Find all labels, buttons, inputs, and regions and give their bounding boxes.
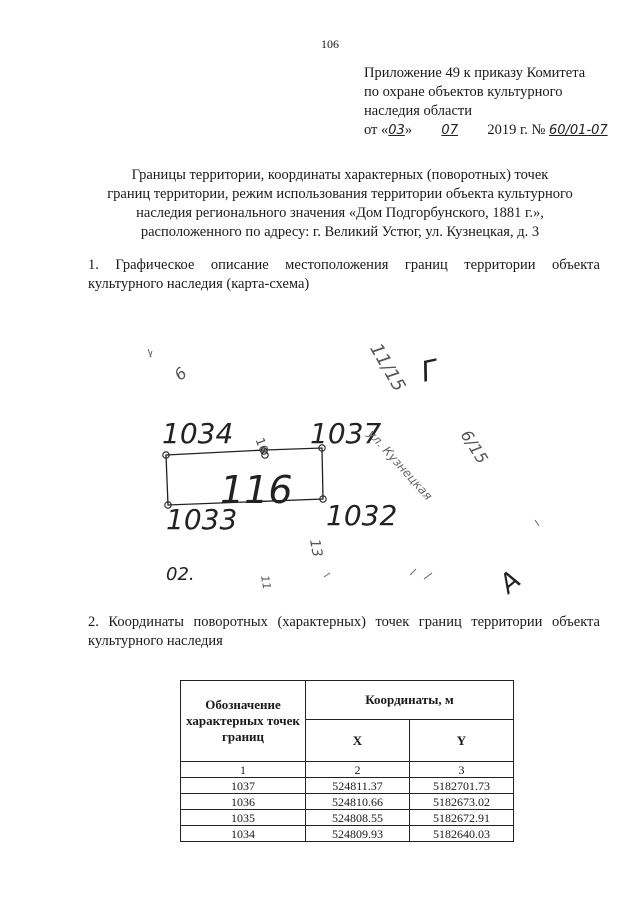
column-number-row — [181, 762, 514, 778]
date-month: 07 — [441, 123, 458, 138]
label-11: 11 — [258, 574, 274, 591]
appendix-line-1: Приложение 49 к приказу Комитета — [364, 65, 586, 81]
cell-x: 524810.66 — [306, 794, 410, 810]
map-tick-mark — [324, 573, 330, 577]
cell-y: 5182673.02 — [410, 794, 514, 810]
parcel-label: 116 — [220, 468, 293, 512]
table-row — [181, 826, 514, 842]
column-number: 2 — [306, 762, 410, 778]
map-tick-mark — [148, 349, 152, 357]
map-scheme — [140, 335, 540, 600]
label-02: 02. — [166, 564, 195, 585]
cell-point: 1034 — [181, 826, 306, 842]
column-number: 1 — [181, 762, 306, 778]
cell-x: 524811.37 — [306, 778, 410, 794]
letter-g: Г — [418, 353, 441, 389]
cell-point: 1036 — [181, 794, 306, 810]
title-line-3: наследия регионального значения «Дом Подгорбунского, 1881 г.», — [136, 205, 544, 221]
title-line-1: Границы территории, координаты характерных (поворотных) точек — [131, 167, 549, 183]
page-number: 106 — [321, 37, 339, 51]
appendix-line-3: наследия области — [364, 103, 473, 119]
street-name: ул. Кузнецкая — [364, 426, 436, 503]
cell-y: 5182672.91 — [410, 810, 514, 826]
column-number: 3 — [410, 762, 514, 778]
cell-y: 5182640.03 — [410, 826, 514, 842]
street-label-11-15: 11/15 — [365, 339, 410, 396]
section-1-heading: 1. Графическое описание местоположения границ территории объекта культурного наследия (карта-схема) — [88, 257, 600, 292]
table-row — [181, 810, 514, 826]
table-row — [181, 794, 514, 810]
header-coordinates: Координаты, м — [306, 681, 514, 720]
header-x: X — [306, 720, 410, 762]
header-point-designation: Обозначение характерных точек границ — [181, 681, 306, 762]
appendix-line-2: по охране объектов культурного — [364, 84, 563, 100]
label-1037: 1037 — [310, 417, 382, 450]
title-line-4: расположенного по адресу: г. Великий Устюг, ул. Кузнецкая, д. 3 — [140, 224, 540, 240]
date-prefix: от « — [364, 122, 389, 138]
table-row — [181, 778, 514, 794]
document-title — [90, 166, 590, 242]
label-1032: 1032 — [326, 499, 398, 532]
small-label-16: 16 — [252, 435, 272, 456]
cell-point: 1037 — [181, 778, 306, 794]
street-label-6-15: 6/15 — [456, 426, 492, 468]
date-mid: » — [404, 122, 413, 138]
date-year: 2019 г. № — [487, 122, 546, 138]
date-day: 03 — [388, 123, 405, 138]
label-1034: 1034 — [162, 417, 234, 450]
cell-y: 5182701.73 — [410, 778, 514, 794]
coordinates-table — [180, 680, 514, 842]
cell-point: 1035 — [181, 810, 306, 826]
map-tick-mark — [410, 569, 432, 579]
section-2-heading: 2. Координаты поворотных (характерных) точек границ территории объекта культурного наследия — [88, 614, 600, 649]
header-y: Y — [410, 720, 514, 762]
map-tick-mark — [535, 520, 539, 526]
cell-x: 524808.55 — [306, 810, 410, 826]
order-number: 60/01-07 — [548, 123, 608, 138]
appendix-date-line — [364, 121, 624, 140]
appendix-header — [364, 64, 624, 140]
letter-a: А — [493, 565, 527, 600]
label-1033: 1033 — [166, 503, 238, 536]
cell-x: 524809.93 — [306, 826, 410, 842]
label-13: 13 — [306, 537, 325, 559]
title-line-2: границ территории, режим использования территории объекта культурного — [107, 186, 573, 202]
label-6: 6 — [170, 363, 191, 385]
